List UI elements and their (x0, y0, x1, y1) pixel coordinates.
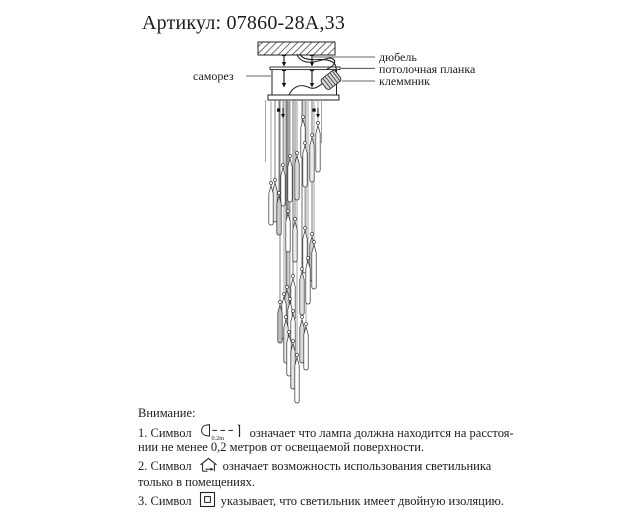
warning-item-3-text: указывает, что светильник имеет двойную изоляцию. (220, 493, 505, 508)
warning-item-1-text: означает что лампа должна находится на расстоя- (249, 426, 514, 441)
canopy-plate (268, 95, 339, 100)
min-distance-icon (199, 422, 245, 441)
warning-item-1-cont: нии не менее 0,2 метров от освещаемой поверхности. (138, 440, 425, 455)
label-samorez: саморез (193, 69, 234, 83)
page-title: Артикул: 07860-28A,33 (142, 12, 346, 34)
pendant-drops (269, 116, 320, 404)
ceiling-slab (258, 42, 335, 55)
warning-item-3-prefix: 3. Символ (138, 493, 192, 508)
pendant-drop (310, 134, 314, 183)
min-distance-value: 0.2m (211, 435, 224, 442)
warning-section (138, 405, 513, 508)
warning-item-1-prefix: 1. Символ (138, 426, 192, 441)
label-dyubel: дюбель (379, 50, 417, 64)
self-tapping-screws (282, 71, 314, 88)
pendant-drop (316, 122, 320, 173)
warning-heading: Внимание: (138, 406, 196, 420)
warning-item-2 (138, 457, 513, 474)
pendant-drop (295, 152, 299, 201)
warning-item-2-cont: только в помещениях. (138, 474, 255, 489)
pendant-drop (293, 218, 297, 263)
warning-item-1 (138, 422, 514, 442)
label-planka: потолочная планка (379, 62, 476, 76)
warning-item-3 (138, 491, 513, 508)
pendant-drop (281, 164, 285, 207)
label-klemmnik: клеммник (379, 74, 431, 88)
indoor-use-house-icon (199, 457, 218, 473)
warning-item-2-prefix: 2. Символ (138, 458, 192, 473)
pendant-drop (288, 155, 292, 203)
pendant-drop (300, 268, 304, 316)
double-insulation-icon (199, 491, 216, 508)
terminal-block (320, 69, 342, 90)
pendant-drop (286, 210, 290, 253)
warning-item-2-text: означает возможность использования светильника (222, 458, 492, 473)
pendant-drop (269, 182, 273, 226)
